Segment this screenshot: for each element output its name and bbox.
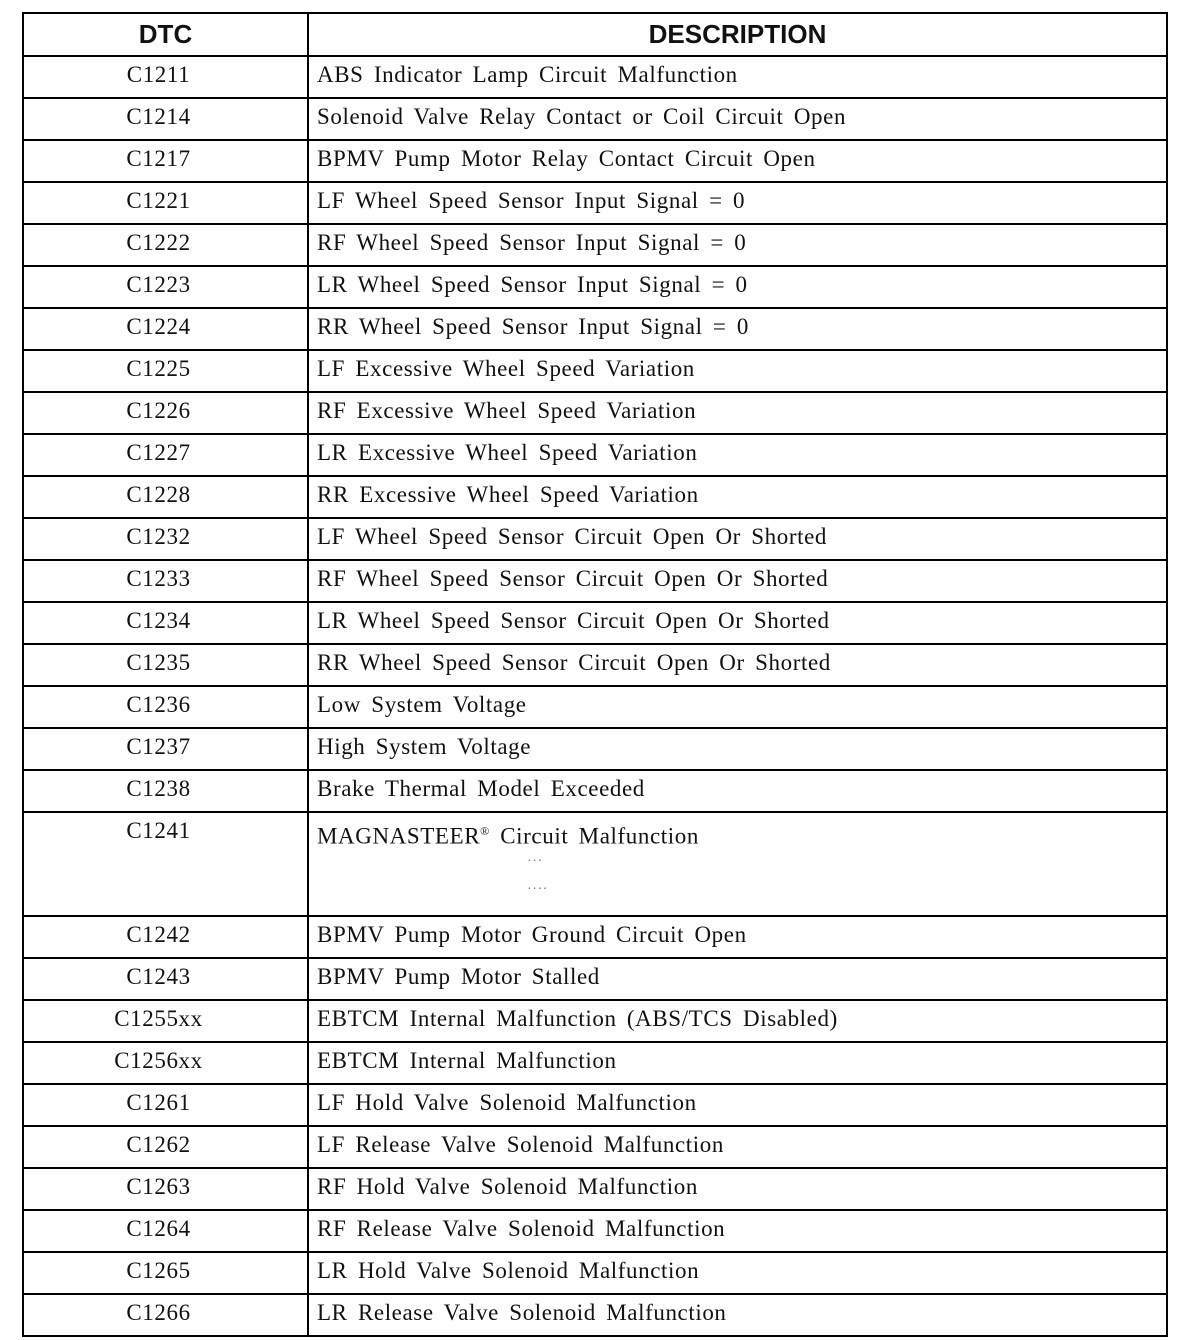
table-row (23, 1210, 1167, 1252)
scan-specks: ··· ···· (527, 853, 549, 897)
dtc-code: C1262 (23, 1126, 308, 1168)
dtc-code: C1217 (23, 140, 308, 182)
table-row (23, 1168, 1167, 1210)
dtc-description: LR Release Valve Solenoid Malfunction (308, 1294, 1167, 1336)
dtc-description: RR Excessive Wheel Speed Variation (308, 476, 1167, 518)
dtc-code: C1265 (23, 1252, 308, 1294)
dtc-code: C1235 (23, 644, 308, 686)
table-row (23, 958, 1167, 1000)
dtc-description: LF Wheel Speed Sensor Input Signal = 0 (308, 182, 1167, 224)
dtc-code: C1238 (23, 770, 308, 812)
table-row (23, 812, 1167, 916)
dtc-code: C1223 (23, 266, 308, 308)
dtc-description: BPMV Pump Motor Stalled (308, 958, 1167, 1000)
table-row (23, 916, 1167, 958)
dtc-code: C1266 (23, 1294, 308, 1336)
dtc-description: Brake Thermal Model Exceeded (308, 770, 1167, 812)
dtc-description: ABS Indicator Lamp Circuit Malfunction (308, 56, 1167, 98)
dtc-code: C1263 (23, 1168, 308, 1210)
dtc-code: C1232 (23, 518, 308, 560)
dtc-description: Low System Voltage (308, 686, 1167, 728)
dtc-description: LR Excessive Wheel Speed Variation (308, 434, 1167, 476)
dtc-description: High System Voltage (308, 728, 1167, 770)
dtc-code: C1214 (23, 98, 308, 140)
dtc-description: RF Excessive Wheel Speed Variation (308, 392, 1167, 434)
dtc-description: RF Release Valve Solenoid Malfunction (308, 1210, 1167, 1252)
dtc-code: C1243 (23, 958, 308, 1000)
table-row (23, 434, 1167, 476)
table-row (23, 644, 1167, 686)
dtc-code: C1221 (23, 182, 308, 224)
table-row (23, 770, 1167, 812)
dtc-code: C1261 (23, 1084, 308, 1126)
table-row (23, 56, 1167, 98)
dtc-description: EBTCM Internal Malfunction (ABS/TCS Disabled) (308, 1000, 1167, 1042)
dtc-description: BPMV Pump Motor Ground Circuit Open (308, 916, 1167, 958)
table-row (23, 350, 1167, 392)
dtc-header: DTC (23, 13, 308, 56)
table-row (23, 602, 1167, 644)
dtc-description: EBTCM Internal Malfunction (308, 1042, 1167, 1084)
dtc-description: RR Wheel Speed Sensor Input Signal = 0 (308, 308, 1167, 350)
dtc-description: RR Wheel Speed Sensor Circuit Open Or Shorted (308, 644, 1167, 686)
dtc-table (22, 12, 1168, 1337)
dtc-code: C1224 (23, 308, 308, 350)
table-row (23, 1000, 1167, 1042)
dtc-code: C1255xx (23, 1000, 308, 1042)
registered-mark: ® (480, 824, 490, 838)
dtc-description: BPMV Pump Motor Relay Contact Circuit Open (308, 140, 1167, 182)
table-row (23, 1126, 1167, 1168)
dtc-description: RF Wheel Speed Sensor Input Signal = 0 (308, 224, 1167, 266)
dtc-code: C1242 (23, 916, 308, 958)
dtc-code: C1236 (23, 686, 308, 728)
dtc-code: C1228 (23, 476, 308, 518)
table-row (23, 182, 1167, 224)
dtc-description: LF Release Valve Solenoid Malfunction (308, 1126, 1167, 1168)
table-row (23, 98, 1167, 140)
table-row (23, 392, 1167, 434)
dtc-code: C1227 (23, 434, 308, 476)
table-row (23, 728, 1167, 770)
dtc-description: LF Wheel Speed Sensor Circuit Open Or Shorted (308, 518, 1167, 560)
description-text: Circuit Malfunction (489, 823, 699, 849)
table-row (23, 140, 1167, 182)
table-row (23, 1042, 1167, 1084)
dtc-code: C1222 (23, 224, 308, 266)
dtc-code: C1233 (23, 560, 308, 602)
dtc-code: C1225 (23, 350, 308, 392)
table-row (23, 1252, 1167, 1294)
table-row (23, 1294, 1167, 1336)
table-row (23, 224, 1167, 266)
dtc-description: LR Wheel Speed Sensor Circuit Open Or Shorted (308, 602, 1167, 644)
table-row (23, 308, 1167, 350)
dtc-code: C1211 (23, 56, 308, 98)
table-row (23, 518, 1167, 560)
dtc-description: LR Wheel Speed Sensor Input Signal = 0 (308, 266, 1167, 308)
dtc-code: C1241 (23, 812, 308, 916)
table-row (23, 686, 1167, 728)
header-row (23, 13, 1167, 56)
dtc-code: C1226 (23, 392, 308, 434)
dtc-description: Solenoid Valve Relay Contact or Coil Circuit Open (308, 98, 1167, 140)
dtc-description (308, 812, 1167, 916)
dtc-code: C1234 (23, 602, 308, 644)
table-row (23, 266, 1167, 308)
dtc-description: LF Excessive Wheel Speed Variation (308, 350, 1167, 392)
dtc-description: LR Hold Valve Solenoid Malfunction (308, 1252, 1167, 1294)
dtc-description: RF Hold Valve Solenoid Malfunction (308, 1168, 1167, 1210)
table-row (23, 1084, 1167, 1126)
dtc-description: LF Hold Valve Solenoid Malfunction (308, 1084, 1167, 1126)
description-text: MAGNASTEER (317, 823, 481, 849)
dtc-code: C1237 (23, 728, 308, 770)
table-row (23, 476, 1167, 518)
dtc-code: C1256xx (23, 1042, 308, 1084)
table-row (23, 560, 1167, 602)
dtc-description: RF Wheel Speed Sensor Circuit Open Or Shorted (308, 560, 1167, 602)
dtc-code: C1264 (23, 1210, 308, 1252)
description-header: DESCRIPTION (308, 13, 1167, 56)
